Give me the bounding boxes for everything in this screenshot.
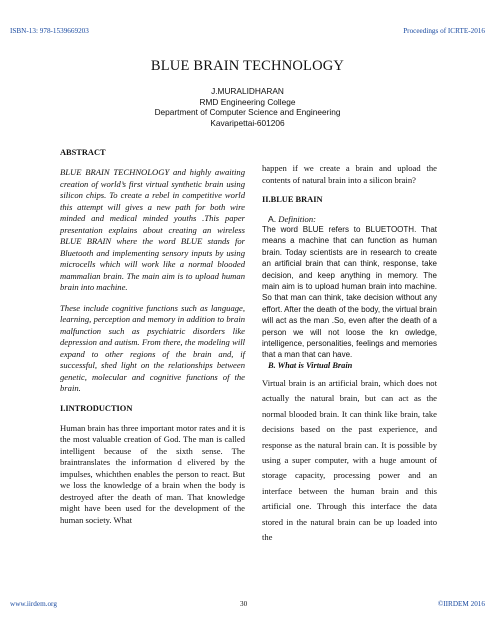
author-college: RMD Engineering College (199, 96, 296, 107)
abstract-heading: ABSTRACT (60, 148, 106, 157)
virtual-brain-paragraph: Virtual brain is an artificial brain, which does not actually the natural brain, but can act as the normal blooded brain. It can think like brain, take decisions based on the past experience, and response as the natural brain can. It is possible by using a super computer, with a huge amount of storage capacity, processing power and an interface between the human brain and this artificial one. Through this interface the data stored in the natural brain can be up loaded into the (262, 377, 437, 542)
author-department: Department of Computer Science and Engineering (154, 107, 341, 118)
right-column (262, 163, 437, 545)
definition-title: Definition: (278, 214, 316, 224)
definition-subheading (268, 214, 437, 224)
author-location: Kavaripettai-601206 (210, 117, 285, 128)
definition-label: A. (268, 214, 277, 224)
introduction-paragraph: Human brain has three important motor rates and it is the most valuable creation of God. The man is called intelligent because of the sixth sense. The braintranslates the information d elivered by the impulses, whichthen enables the person to react. But we loss the knowledge of a brain when the body is destroyed after the death of man. That knowledge might have been used for the development of the human society. What (60, 422, 245, 525)
author-name: J.MURALIDHARAN (211, 86, 284, 96)
paper-title: BLUE BRAIN TECHNOLOGY (150, 58, 345, 74)
abstract-paragraph-2: These include cognitive functions such as language, learning, perception and memory in addition to brain malfunction such as psychiatric disorders like depression and autism. From there, the modeling will expand to other regions of the brain and, if successful, shed light on the relationships between genetic, molecular and cognitive functions of the brain. (60, 302, 245, 393)
abstract-paragraph-1: BLUE BRAIN TECHNOLOGY and highly awaiting creation of world’s first virtual synthetic brain using silicon chips. To create a rebel in competitive world this attempt will gives a new path for both wire minded and medical minded youths .This paper presentation explains about creating an wireless BLUE BRAIN where the word BLUE stands for Bluetooth and implementing sensory inputs by using microcells which will work like a normal blooded mammalian brain. The main aim is to upload human brain into machine. (60, 167, 245, 292)
definition-paragraph: The word BLUE refers to BLUETOOTH. That means a machine that can function as human brain. Today scientists are in research to create an artificial brain that can think, response, take decision, and keep anything in memory. The main aim is to upload human brain into machine. So that man can think, take decision without any effort. After the death of the body, the virtual brain will act as the man .So, even after the death of a person we will not loose the kn owledge, intelligence, personalities, feelings and memories that a man that can have. (262, 225, 437, 360)
isbn-header: ISBN-13: 978-1539669203 (10, 27, 89, 35)
virtual-brain-subheading: B. What is Virtual Brain (268, 360, 353, 370)
proceedings-header: Proceedings of ICRTE-2016 (403, 27, 485, 35)
author-block (0, 86, 495, 128)
left-column (60, 148, 245, 526)
page-number: 30 (240, 600, 248, 608)
continued-paragraph: happen if we create a brain and upload the contents of natural brain into a silicon brain? (262, 163, 437, 185)
introduction-heading: I.INTRODUCTION (60, 403, 133, 413)
blue-brain-heading: II.BLUE BRAIN (262, 195, 323, 204)
footer-website: www.iirdem.org (10, 600, 57, 608)
footer-copyright: ©IIRDEM 2016 (437, 600, 485, 608)
